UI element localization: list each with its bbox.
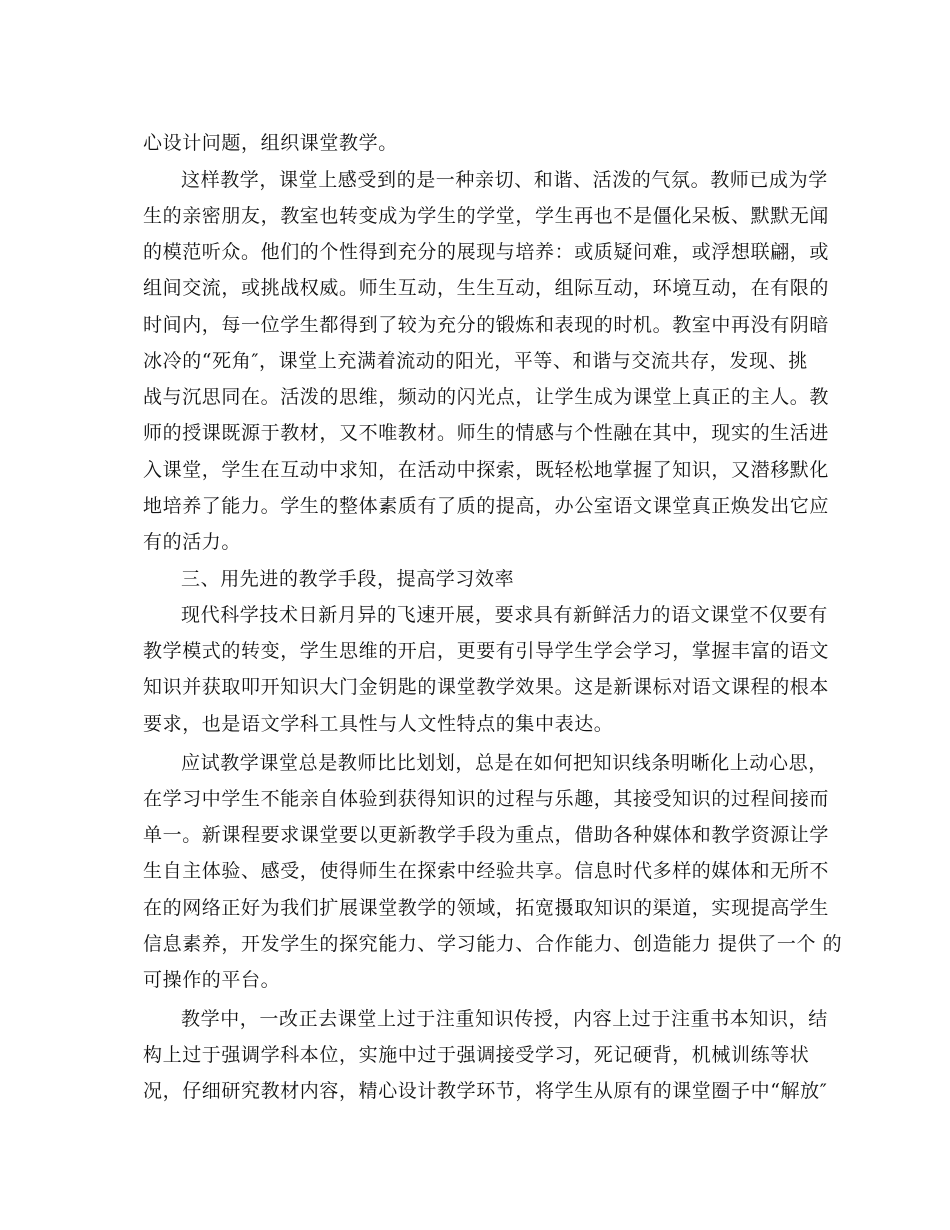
text-line: 况，仔细研究教材内容，精心设计教学环节，将学生从原有的课堂圈子中“解放″	[143, 1080, 828, 1102]
text-line: 师的授课既源于教材，又不唯教材。师生的情感与个性融在其中，现实的生活进	[143, 422, 830, 444]
text-line: 时间内，每一位学生都得到了较为充分的锻炼和表现的时机。教室中再没有阴暗	[143, 314, 830, 336]
text-line: 在学习中学生不能亲自体验到获得知识的过程与乐趣，其接受知识的过程间接而	[143, 788, 830, 810]
text-line: 生的亲密朋友，教室也转变成为学生的学堂，学生再也不是僵化呆板、默默无闻	[143, 205, 830, 227]
text-line: 组间交流，或挑战权威。师生互动，生生互动，组际互动，环境互动，在有限的	[143, 277, 830, 299]
text-line: 信息素养，开发学生的探究能力、学习能力、合作能力、创造能力 提供了一个 的	[143, 933, 843, 955]
text-line: 心设计问题，组织课堂教学。	[143, 132, 398, 154]
text-line: 教学模式的转变，学生思维的开启，更要有引导学生学会学习，掌握丰富的语文	[143, 640, 830, 662]
text-line: 冰冷的“死角″，课堂上充满着流动的阳光，平等、和谐与交流共存，发现、挑	[143, 350, 808, 372]
text-line: 入课堂，学生在互动中求知，在活动中探索，既轻松地掌握了知识，又潜移默化	[143, 459, 830, 481]
text-line: 单一。新课程要求课堂要以更新教学手段为重点，借助各种媒体和教学资源让学	[143, 824, 830, 846]
text-line: 生自主体验、感受，使得师生在探索中经验共享。信息时代多样的媒体和无所不	[143, 860, 830, 882]
text-line: 现代科学技术日新月异的飞速开展，要求具有新鲜活力的语文课堂不仅要有	[181, 604, 828, 626]
text-line: 构上过于强调学科本位，实施中过于强调接受学习，死记硬背，机械训练等状	[143, 1044, 810, 1066]
text-line: 在的网络正好为我们扩展课堂教学的领域，拓宽摄取知识的渠道，实现提高学生	[143, 897, 830, 919]
text-line: 教学中，一改正去课堂上过于注重知识传授，内容上过于注重书本知识，结	[181, 1008, 828, 1030]
text-line: 有的活力。	[143, 531, 242, 553]
text-line: 知识并获取叩开知识大门金钥匙的课堂教学效果。这是新课标对语文课程的根本	[143, 676, 830, 698]
text-line: 可操作的平台。	[143, 969, 281, 991]
text-line: 地培养了能力。学生的整体素质有了质的提高，办公室语文课堂真正焕发出它应	[143, 495, 830, 517]
text-line: 的模范听众。他们的个性得到充分的展现与培养：或质疑问难，或浮想联翩，或	[143, 241, 830, 263]
text-line: 要求，也是语文学科工具性与人文性特点的集中表达。	[143, 713, 614, 735]
section-heading: 三、用先进的教学手段，提高学习效率	[181, 568, 515, 590]
text-line: 战与沉思同在。活泼的思维，频动的闪光点，让学生成为课堂上真正的主人。教	[143, 386, 830, 408]
text-line: 应试教学课堂总是教师比比划划，总是在如何把知识线条明晰化上动心思，	[181, 752, 828, 774]
text-line: 这样教学，课堂上感受到的是一种亲切、和谐、活泼的气氛。教师已成为学	[181, 169, 828, 191]
